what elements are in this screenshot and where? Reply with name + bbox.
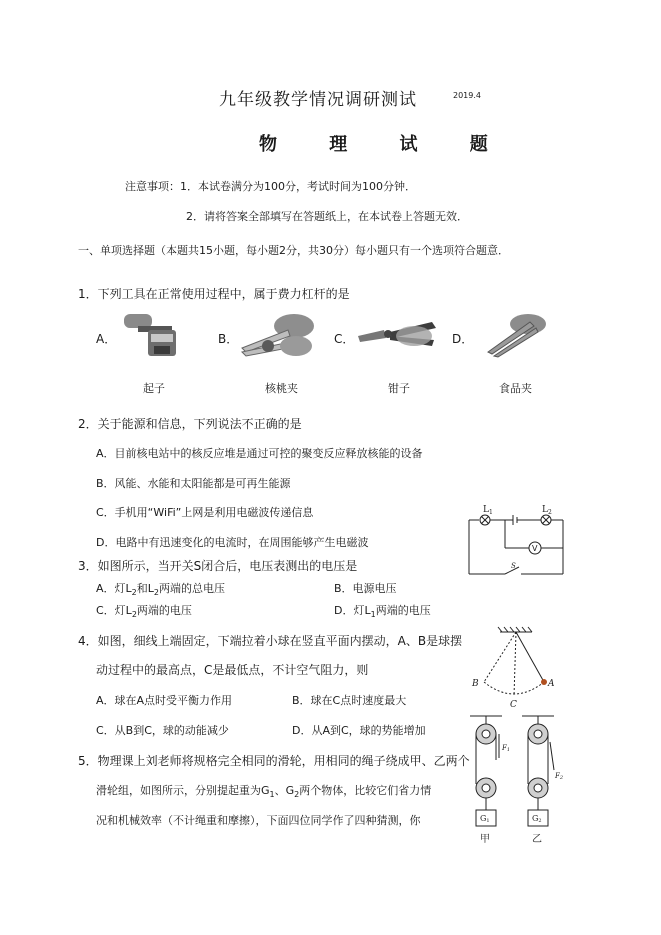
l2-subscript: 2 — [547, 509, 552, 516]
pliers-image — [356, 314, 440, 354]
yi-label: 乙 — [532, 834, 542, 845]
q1-option-d-letter: D． — [452, 332, 474, 346]
note-line-1: 注意事项：1．本试卷满分为100分，考试时间为100分钟． — [125, 180, 416, 193]
q4-option-d: D．从A到C，球的势能增加 — [292, 724, 426, 737]
point-a-label: A — [548, 679, 555, 689]
point-b-label: B — [472, 679, 479, 689]
svg-text:L1 — [483, 505, 493, 516]
jia-label: 甲 — [480, 834, 490, 845]
q5-line-1: 5．物理课上刘老师将规格完全相同的滑轮，用相同的绳子绕成甲、乙两个 — [78, 754, 470, 768]
section-heading: 一、单项选择题（本题共15小题，每小题2分，共30分）每小题只有一个选项符合题意． — [78, 244, 509, 257]
q3-option-b: B．电源电压 — [334, 582, 397, 595]
q1-stem: 1．下列工具在正常使用过程中，属于费力杠杆的是 — [78, 287, 350, 301]
g2-subscript: 2 — [538, 818, 542, 824]
q1-option-c-letter: C． — [334, 332, 355, 346]
exam-date: 2019.4 — [453, 91, 481, 100]
q2-option-c: C．手机用“WiFi”上网是利用电磁波传递信息 — [96, 506, 314, 519]
q4-option-c: C．从B到C，球的动能减少 — [96, 724, 229, 737]
g2-label: G — [532, 814, 539, 823]
q1-option-a-letter: A． — [96, 332, 117, 346]
nutcracker-image — [238, 312, 318, 358]
f2-label: F — [555, 772, 560, 780]
svg-text:F2 — [554, 772, 563, 781]
q1-caption-a: 起子 — [143, 382, 165, 395]
q4-pendulum-diagram — [462, 624, 562, 712]
food-tongs-image — [480, 312, 552, 358]
q3-option-a: A．灯$L_2$和$L_2$两端的总电压 — [96, 582, 225, 598]
q4-option-b: B．球在C点时速度最大 — [292, 694, 407, 707]
bottle-opener-image — [118, 312, 188, 358]
q4-stem-line-1: 4．如图，细线上端固定，下端拉着小球在竖直平面内摆动，A、B是球摆 — [78, 634, 463, 648]
f1-subscript: 1 — [506, 747, 511, 753]
q3-option-d: D．灯$L_1$两端的电压 — [334, 604, 431, 620]
page-title: 九年级教学情况调研测试 — [219, 90, 417, 110]
voltmeter-label: V — [532, 544, 538, 553]
q1-caption-b: 核桃夹 — [265, 382, 298, 395]
q5-pulley-diagram — [462, 712, 572, 848]
f1-label: F — [502, 744, 507, 752]
q3-circuit-diagram — [465, 500, 575, 582]
svg-text:L2 — [542, 505, 552, 516]
note-line-2: 2．请将答案全部填写在答题纸上，在本试卷上答题无效． — [186, 210, 468, 223]
q2-stem: 2．关于能源和信息，下列说法不正确的是 — [78, 417, 302, 431]
q4-stem-line-2: 动过程中的最高点，C是最低点，不计空气阻力，则 — [96, 663, 369, 677]
switch-label: S — [511, 562, 516, 570]
q1-caption-c: 钳子 — [388, 382, 410, 395]
l1-subscript: 1 — [488, 509, 493, 516]
q3-option-c: C．灯$L_2$两端的电压 — [96, 604, 192, 620]
g1-subscript: 1 — [486, 818, 490, 824]
f2-subscript: 2 — [559, 775, 564, 781]
q3-stem: 3．如图所示，当开关S闭合后，电压表测出的电压是 — [78, 559, 358, 573]
q1-caption-d: 食品夹 — [499, 382, 532, 395]
q2-option-a: A．目前核电站中的核反应堆是通过可控的聚变反应释放核能的设备 — [96, 447, 423, 460]
q4-option-a: A．球在A点时受平衡力作用 — [96, 694, 233, 707]
svg-text:F1 — [501, 744, 510, 753]
l2-label: L — [542, 505, 548, 515]
l1-label: L — [483, 505, 489, 515]
subject-title: 物 理 试 题 — [259, 134, 511, 155]
q2-option-b: B．风能、水能和太阳能都是可再生能源 — [96, 477, 291, 490]
q5-line-3: 况和机械效率（不计绳重和摩擦），下面四位同学作了四种猜测，你 — [96, 814, 421, 827]
point-c-label: C — [510, 700, 517, 710]
q1-option-b-letter: B． — [218, 332, 239, 346]
q5-line-2: 滑轮组，如图所示，分别提起重为$G_1$、$G_2$两个物体，比较它们省力情 — [96, 784, 432, 800]
g1-label: G — [480, 814, 487, 823]
q2-option-d: D．电路中有迅速变化的电流时，在周围能够产生电磁波 — [96, 536, 369, 549]
